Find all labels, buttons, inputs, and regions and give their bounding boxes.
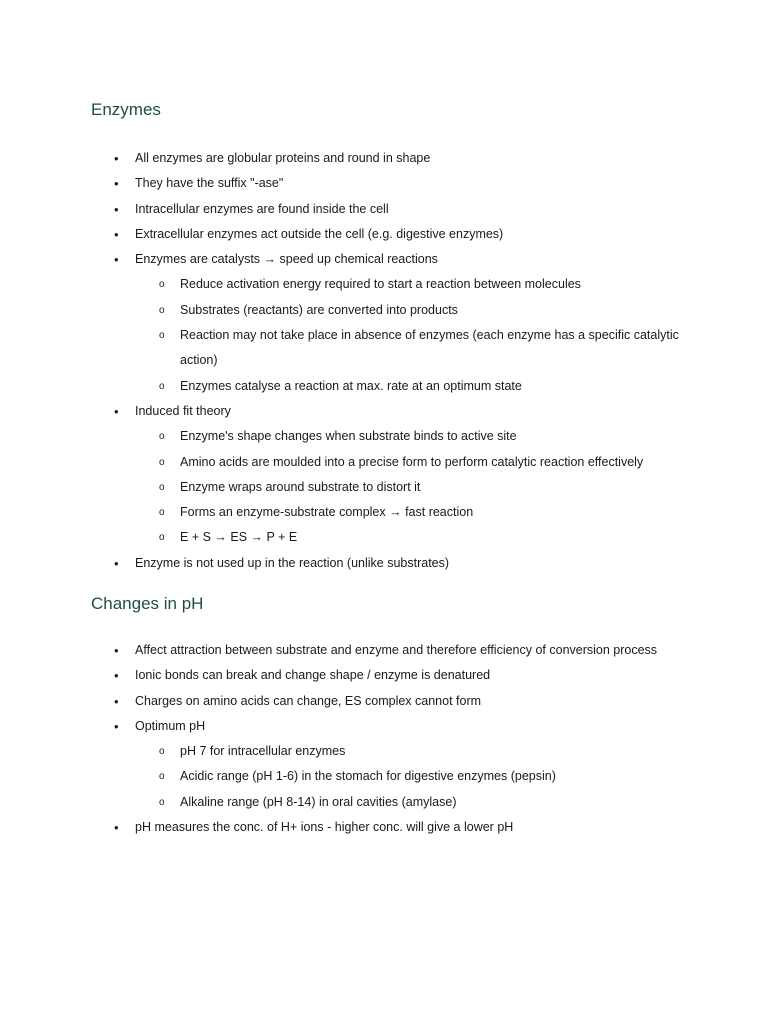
bullet-dot-icon: • bbox=[114, 668, 119, 684]
sub-list-item bbox=[0, 790, 768, 815]
list-item bbox=[0, 146, 768, 171]
sub-list-item bbox=[0, 475, 768, 500]
bullet-circle-icon: o bbox=[159, 456, 165, 468]
list-item bbox=[0, 638, 768, 663]
bullet-circle-icon: o bbox=[159, 507, 165, 519]
bullet-dot-icon: • bbox=[114, 693, 119, 709]
list-item-text: Enzyme's shape changes when substrate binds to active site bbox=[180, 429, 517, 444]
list-item bbox=[0, 197, 768, 222]
bullet-dot-icon: • bbox=[114, 226, 119, 242]
bullet-circle-icon: o bbox=[159, 532, 165, 544]
list-item-text: Charges on amino acids can change, ES complex cannot form bbox=[135, 693, 482, 708]
bullet-circle-icon: o bbox=[159, 771, 165, 783]
bullet-circle-icon: o bbox=[159, 304, 165, 316]
list-item-text: All enzymes are globular proteins and round in shape bbox=[135, 151, 431, 165]
list-item-text: Reaction may not take place in absence of enzymes (each enzyme has a specific catalytic action) bbox=[180, 328, 679, 368]
sub-list-item bbox=[0, 272, 768, 297]
bullet-circle-icon: o bbox=[159, 380, 165, 392]
list-item-text: pH 7 for intracellular enzymes bbox=[180, 744, 346, 759]
list-item-text: Affect attraction between substrate and enzyme and therefore efficiency of conversion process bbox=[135, 643, 658, 657]
section-heading-changes-in-ph: Changes in pH bbox=[91, 594, 204, 613]
list-item-text: pH measures the conc. of H+ ions - higher conc. will give a lower pH bbox=[135, 820, 514, 835]
sub-list-item bbox=[0, 525, 768, 550]
bullet-dot-icon: • bbox=[114, 820, 119, 836]
bullet-dot-icon: • bbox=[114, 151, 119, 166]
list-item-text: Substrates (reactants) are converted into products bbox=[180, 302, 458, 317]
sub-list-item bbox=[0, 450, 768, 475]
sub-list-item bbox=[0, 764, 768, 789]
list-item-text: Induced fit theory bbox=[135, 403, 231, 418]
list-item-text: Enzyme wraps around substrate to distort it bbox=[180, 479, 421, 494]
sub-list-item bbox=[0, 374, 768, 399]
list-item-text: Enzymes are catalysts → speed up chemical reactions bbox=[135, 252, 438, 267]
list-item bbox=[0, 689, 768, 714]
list-item-text: Enzymes catalyse a reaction at max. rate at an optimum state bbox=[180, 378, 522, 393]
list-item-text: E + S → ES → P + E bbox=[180, 530, 298, 545]
bullet-circle-icon: o bbox=[159, 746, 165, 758]
bullet-dot-icon: • bbox=[114, 252, 119, 268]
bullet-dot-icon: • bbox=[114, 176, 119, 192]
list-item-text: Amino acids are moulded into a precise form to perform catalytic reaction effectively bbox=[180, 454, 644, 469]
sub-list-item bbox=[0, 323, 768, 374]
list-item-text: They have the suffix "-ase" bbox=[135, 176, 284, 191]
ph-bullet-list bbox=[0, 638, 768, 840]
bullet-dot-icon: • bbox=[114, 201, 119, 217]
list-item-text: Ionic bonds can break and change shape / enzyme is denatured bbox=[135, 668, 491, 683]
list-item bbox=[0, 171, 768, 196]
bullet-dot-icon: • bbox=[114, 718, 119, 734]
list-item-text: Intracellular enzymes are found inside the cell bbox=[135, 201, 389, 216]
list-item-text: Alkaline range (pH 8-14) in oral cavities (amylase) bbox=[180, 794, 457, 809]
sub-list-item bbox=[0, 500, 768, 525]
bullet-circle-icon: o bbox=[159, 330, 165, 342]
list-item bbox=[0, 247, 768, 272]
list-item-text: Optimum pH bbox=[135, 718, 206, 733]
bullet-circle-icon: o bbox=[159, 431, 165, 443]
bullet-dot-icon: • bbox=[114, 403, 119, 419]
list-item-text: Acidic range (pH 1-6) in the stomach for digestive enzymes (pepsin) bbox=[180, 769, 556, 784]
sub-list-item bbox=[0, 298, 768, 323]
sub-list-item bbox=[0, 739, 768, 764]
list-item-text: Reduce activation energy required to start a reaction between molecules bbox=[180, 277, 581, 292]
list-item-text: Enzyme is not used up in the reaction (unlike substrates) bbox=[135, 555, 450, 570]
bullet-dot-icon: • bbox=[114, 643, 119, 658]
list-item bbox=[0, 551, 768, 576]
list-item-text: Forms an enzyme-substrate complex → fast reaction bbox=[180, 505, 474, 520]
list-item-text: Extracellular enzymes act outside the cell (e.g. digestive enzymes) bbox=[135, 226, 504, 241]
bullet-circle-icon: o bbox=[159, 481, 165, 493]
list-item bbox=[0, 663, 768, 688]
bullet-circle-icon: o bbox=[159, 796, 165, 808]
list-item bbox=[0, 815, 768, 840]
sub-list-item bbox=[0, 424, 768, 449]
list-item bbox=[0, 399, 768, 424]
bullet-circle-icon: o bbox=[159, 279, 165, 291]
enzymes-bullet-list bbox=[0, 146, 768, 576]
list-item bbox=[0, 222, 768, 247]
bullet-dot-icon: • bbox=[114, 555, 119, 571]
section-heading-enzymes: Enzymes bbox=[91, 100, 161, 119]
list-item bbox=[0, 714, 768, 739]
